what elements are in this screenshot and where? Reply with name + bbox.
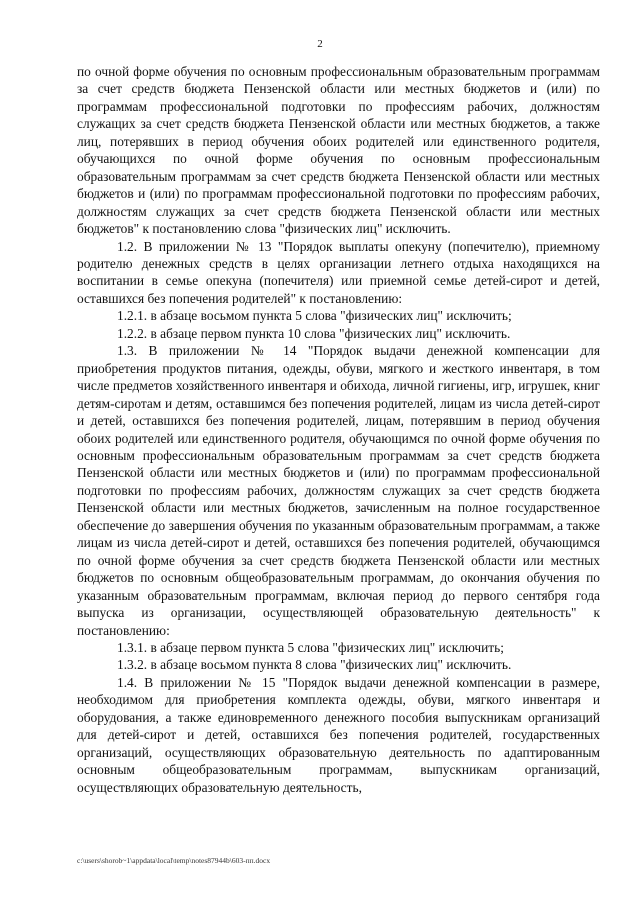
document-body (77, 63, 600, 796)
paragraph-item-1-3-2: 1.3.2. в абзаце восьмом пункта 8 слова "физических лиц" исключить. (117, 657, 512, 673)
paragraph-item-1-4: 1.4. В приложении № 15 "Порядок выдачи денежной компенсации в размере, необходимом для приобретения комплекта одежды, обуви, мягкого инвентаря и оборудования, а также единовременного денежного пособия выпускникам организаций для детей-сирот и детей, оставшихся без попечения родителей, государственных организаций, осуществляющих образовательную деятельность по адаптированным основным общеобразовательным программам, выпускникам организаций, осуществляющих образовательную деятельность, (77, 674, 600, 795)
paragraph-item-1-3-1: 1.3.1. в абзаце первом пункта 5 слова "физических лиц" исключить; (117, 639, 504, 655)
paragraph-continuation: по очной форме обучения по основным профессиональным образовательным программам за счет средств бюджета Пензенской области или местных бюджетов и (или) по программам профессиональной подготовки по профессиям рабочих, должностям служащих за счет средств бюджета Пензенской области или местных бюджетов, а также лиц, потерявших в период обучения обоих родителей или единственного родителя, обучающихся по очной форме обучения по основным профессиональным образовательным программам за счет средств бюджета Пензенской области или местных бюджетов и (или) по программам профессиональной подготовки по профессиям рабочих, должностям служащих за счет средств бюджета Пензенской области или местных бюджетов" к постановлению слова "физических лиц" исключить. (77, 64, 600, 237)
page-number: 2 (317, 38, 323, 50)
paragraph-item-1-3: 1.3. В приложении № 14 "Порядок выдачи денежной компенсации для приобретения продуктов питания, одежды, обуви, мягкого и жесткого инвентаря, в том числе предметов хозяйственного инвентаря и обихода, личной гигиены, игр, игрушек, книг детям-сиротам и детям, оставшимся без попечения родителей, лицам из числа детей-сирот и детей, оставшихся без попечения родителей, лицам, потерявшим в период обучения обоих родителей или единственного родителя, обучающимся по очной форме обучения по основным профессиональным образовательным программам за счет средств бюджета Пензенской области или местных бюджетов и (или) по программам профессиональной подготовки по профессиям рабочих, должностям служащих за счет средств бюджета Пензенской области или местных бюджетов, зачисленным на полное государственное обеспечение до завершения обучения по указанным образовательным программам, а также лицам из числа детей-сирот и детей, оставшихся без попечения родителей, обучающимся по очной форме обучения за счет средств бюджета Пензенской области или местных бюджетов по основным общеобразовательным программам, до окончания обучения по указанным образовательным программам, включая период до первого сентября года выпуска из организации, осуществляющей образовательную деятельность" к постановлению: (77, 343, 600, 638)
paragraph-item-1-2-1: 1.2.1. в абзаце восьмом пункта 5 слова "физических лиц" исключить; (117, 308, 512, 324)
paragraph-item-1-2-2: 1.2.2. в абзаце первом пункта 10 слова "физических лиц" исключить. (117, 325, 511, 341)
footer-file-path: c:\users\shorob~1\appdata\local\temp\notes87944b\603-пп.docx (77, 856, 271, 865)
paragraph-item-1-2: 1.2. В приложении № 13 "Порядок выплаты опекуну (попечителю), приемному родителю денежных средств в целях организации летнего отдыха находящихся на воспитании в семье опекуна (попечителя) или приемной семье детей-сирот и детей, оставшихся без попечения родителей" к постановлению: (77, 238, 600, 306)
